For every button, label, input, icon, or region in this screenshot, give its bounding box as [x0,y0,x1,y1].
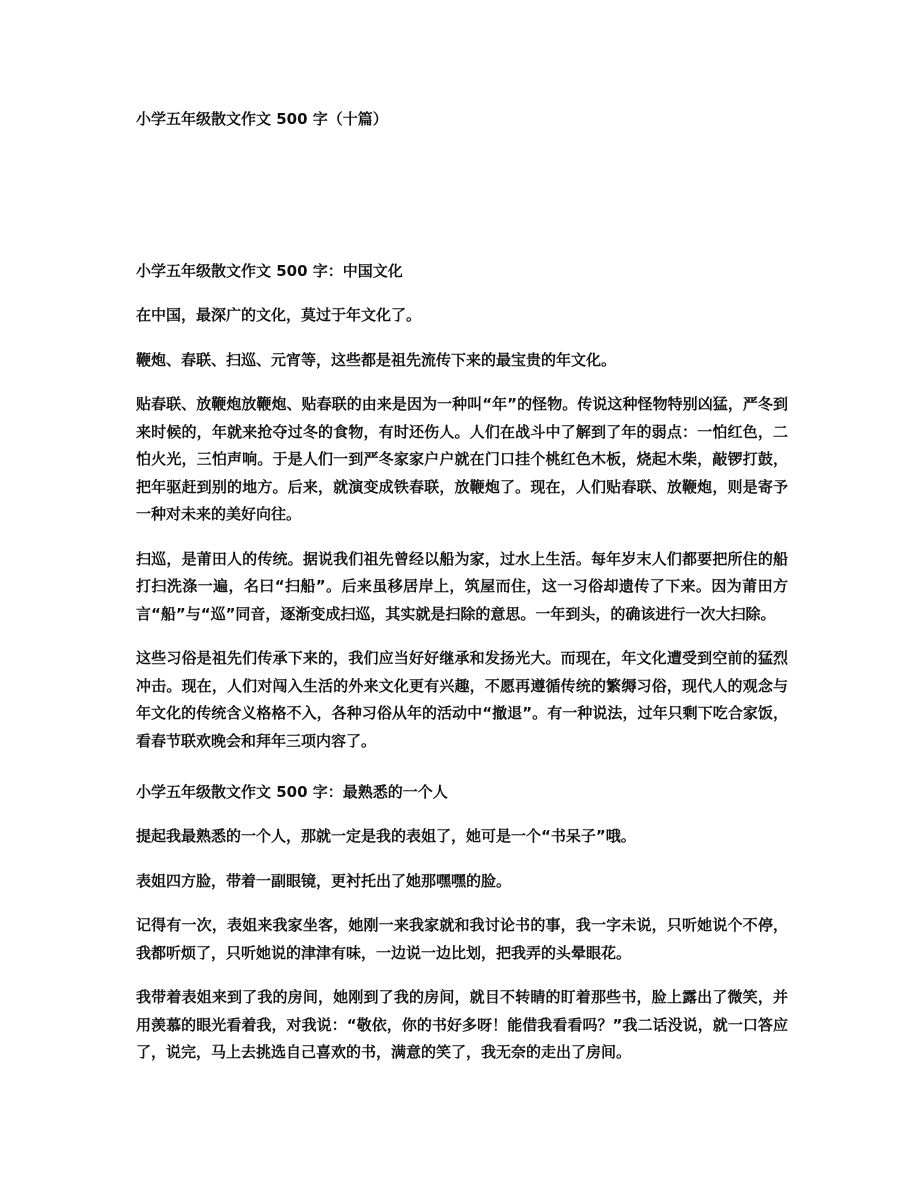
section-heading: 小学五年级散文作文 500 字：中国文化 [136,262,403,280]
paragraph: 贴春联、放鞭炮放鞭炮、贴春联的由来是因为一种叫“年”的怪物。传说这种怪物特别凶猛，严冬到来时候的，年就来抢夺过冬的食物，有时还伤人。人们在战斗中了解到了年的弱点：一怕红色，二怕火光，三怕声响。于是人们一到严冬家家户户就在门口挂个桃红色木板，烧起木柴，敲锣打鼓，把年驱赶到别的地方。后来，就演变成铁春联，放鞭炮了。现在，人们贴春联、放鞭炮，则是寄予一种对未来的美好向往。 [136,395,788,523]
essay-section-chinese-culture [136,259,788,772]
paragraph: 扫巡，是莆田人的传统。据说我们祖先曾经以船为家，过水上生活。每年岁末人们都要把所住的船打扫洗涤一遍，名曰“扫船”。后来虽移居岸上，筑屋而住，这一习俗却遗传了下来。因为莆田方言“船”与“巡”同音，逐渐变成扫巡，其实就是扫除的意思。一年到头，的确该进行一次大扫除。 [136,549,788,623]
paragraph: 表姐四方脸，带着一副眼镜，更衬托出了她那嘿嘿的脸。 [136,871,512,890]
essay-section-most-familiar-person [136,780,788,1084]
section-heading: 小学五年级散文作文 500 字：最熟悉的一个人 [136,783,448,801]
paragraph: 记得有一次，表姐来我家坐客，她刚一来我家就和我讨论书的事，我一字未说，只听她说个不停，我都听烦了，只听她说的津津有味，一边说一边比划，把我弄的头晕眼花。 [136,916,788,962]
paragraph: 鞭炮、春联、扫巡、元宵等，这些都是祖先流传下来的最宝贵的年文化。 [136,350,617,369]
document-title: 小学五年级散文作文 500 字（十篇） [136,110,388,128]
paragraph: 我带着表姐来到了我的房间，她刚到了我的房间，就目不转睛的盯着那些书，脸上露出了微笑，并用羡慕的眼光看着我，对我说：“敬依，你的书好多呀！能借我看看吗？”我二话没说，就一口答应了，说完，马上去挑选自己喜欢的书，满意的笑了，我无奈的走出了房间。 [136,988,788,1061]
paragraph: 提起我最熟悉的一个人，那就一定是我的表姐了，她可是一个“书呆子”哦。 [136,827,636,845]
paragraph: 这些习俗是祖先们传承下来的，我们应当好好继承和发扬光大。而现在，年文化遭受到空前的猛烈冲击。现在，人们对闯入生活的外来文化更有兴趣，不愿再遵循传统的繁缛习俗，现代人的观念与年文化的传统含义格格不入，各种习俗从年的活动中“撤退”。有一种说法，过年只剩下吃合家饭，看春节联欢晚会和拜年三项内容了。 [136,649,788,750]
paragraph: 在中国，最深广的文化，莫过于年文化了。 [136,306,422,324]
